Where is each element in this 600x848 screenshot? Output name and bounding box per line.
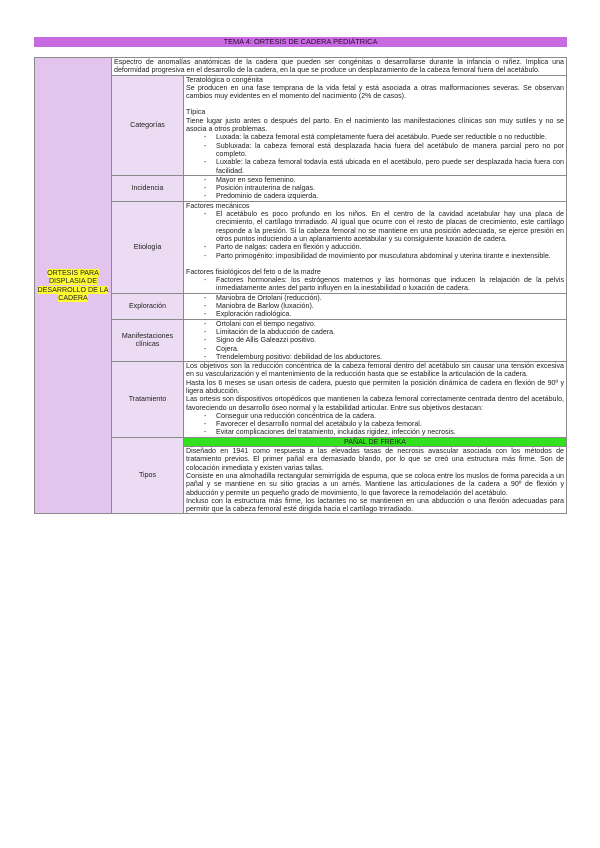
tipos-p1: Diseñado en 1941 como respuesta a las elevadas tasas de necrosis avascular asociada con los métodos de tratamiento previos. El primer pañal era demasiado blando, por lo que se creó una estructura más firme. Son de colocación inmediata y existen varias tallas. [186,447,564,472]
list-item: - Luxada: la cabeza femoral está completamente fuera del acetábulo. Puede ser reductible o no reductible. [204,133,564,141]
list-item: - Maniobra de Ortolani (reducción). [204,294,564,302]
list-item: - Evitar complicaciones del tratamiento, incluidas rigidez, infección y necrosis. [204,428,564,436]
mecanicos-title: Factores mecánicos [186,201,250,210]
tratamiento-label: Tratamiento [112,362,184,438]
list-item: - Ortolani con el tiempo negativo. [204,320,564,328]
list-item: - Predominio de cadera izquierda. [204,192,564,200]
list-item: - Luxable: la cabeza femoral todavía está ubicada en el acetábulo, pero puede ser desplazada hacia fuera con facilidad. [204,158,564,175]
categorias-row [35,75,567,175]
categorias-content [184,75,567,175]
list-item: - Trendelemburg positivo: debilidad de los abductores. [204,353,564,361]
list-item: - Posición intrauterina de nalgas. [204,184,564,192]
incidencia-row [35,175,567,201]
list-item: - Exploración radiológica. [204,310,564,318]
etiologia-label: Etiología [112,201,184,293]
tratamiento-content [184,362,567,438]
list-item: - Parto primogénito: imposibilidad de movimiento por musculatura abdominal y uterina tirante e inextensible. [204,252,564,260]
list-item: - Mayor en sexo femenino. [204,176,564,184]
list-item: - Maniobra de Barlow (luxación). [204,302,564,310]
tratamiento-row [35,362,567,438]
categorias-label: Categorías [112,75,184,175]
manifestaciones-label: Manifestaciones clínicas [112,319,184,361]
incidencia-content [184,175,567,201]
tratamiento-p1: Los objetivos son la reducción concéntrica de la cabeza femoral dentro del acetábulo sin causar una tensión excesiva en su vascularización y el mantenimiento de la reducción hasta que se estabilice la articulación de la cadera. [186,362,564,379]
side-label: ORTESIS PARA DISPLASIA DE DESARROLLO DE LA CADERA [37,269,109,303]
intro-row [35,58,567,76]
manifestaciones-row [35,319,567,361]
tipos-header: PAÑAL DE FREIKA [184,437,567,446]
tipos-content [184,447,567,514]
tipos-p3: Incluso con la estructura más firme, los lactantes no se mantienen en una abducción o una flexión adecuadas para permitir que la cabeza femoral esté dirigida hacia el cartílago trirradiado. [186,496,564,514]
list-item: - Parto de nalgas: cadera en flexión y aducción. [204,243,564,251]
manifestaciones-content [184,319,567,361]
teratologica-title: Teratológica o congénita [186,75,263,84]
list-item: - Limitación de la abducción de cadera. [204,328,564,336]
list-item: - Cojera. [204,345,564,353]
incidencia-label: Incidencia [112,175,184,201]
tipica-text: Tiene lugar justo antes o después del parto. En el nacimiento las manifestaciones clínicas son muy sutiles y no se asocia a otros problemas. [186,116,564,134]
intro-text: Espectro de anomalías anatómicas de la cadera que pueden ser congénitas o desarrollarse durante la infancia o niñez. Implica una deformidad progresiva en el desarrollo de la cadera, en la que se produce un desplazamiento de la cabeza femoral fuera del acetábulo. [112,58,567,76]
list-item: - Subluxada: la cabeza femoral está desplazada hacia fuera del acetábulo de manera parcial pero no por completo. [204,142,564,159]
list-item: - Factores hormonales: los estrógenos maternos y las hormonas que inducen la relajación de la pelvis inmediatamente antes del parto influyen en la inestabilidad o luxación de cadera. [204,276,564,293]
tipos-p2: Consiste en una almohadilla rectangular semirrígida de espuma, que se coloca entre los muslos de forma parecida a un pañal y se mantiene en su sitio gracias a un arnés. Mantiene las articulaciones de la cadera a 90º de flexión y abducción y permite un pequeño grado de movimiento, lo que favorece la remodelación del acetábulo. [186,471,564,497]
tipos-header-row [35,437,567,446]
list-item: - Signo de Allis Galeazzi positivo. [204,336,564,344]
list-item: - Conseguir una reducción concéntrica de la cadera. [204,412,564,420]
side-label-cell [35,58,112,514]
page-title: TEMA 4: ORTESIS DE CADERA PEDIÁTRICA [34,37,567,47]
exploracion-row [35,293,567,319]
etiologia-content [184,201,567,293]
tipos-label: Tipos [112,437,184,514]
list-item: - Favorecer el desarrollo normal del acetábulo y la cabeza femoral. [204,420,564,428]
exploracion-label: Exploración [112,293,184,319]
tipica-title: Típica [186,108,206,117]
teratologica-text: Se producen en una fase temprana de la vida fetal y está asociada a otras malformaciones severas. Se observan cambios muy evidentes en el momento del nacimiento (2% de casos). [186,83,564,101]
tratamiento-p3: Las ortesis son dispositivos ortopédicos que mantienen la cabeza femoral correctamente centrada dentro del acetábulo, favoreciendo un desarrollo óseo normal y la estabilidad articular. Entre sus objetivos destacan: [186,395,564,412]
list-item: - El acetábulo es poco profundo en los niños. En el centro de la cavidad acetabular hay una placa de crecimiento, el cartílago trirradiado. Al igual que ocurre con el resto de placas de crecimiento, este cartílago responde a la presión. Si la cabeza femoral no se mantiene en una posición adecuada, se ejerce presión en otros puntos induciendo a un aplanamiento acetabular y su consiguiente luxación de cadera. [204,210,564,243]
tratamiento-p2: Hasta los 6 meses se usan ortesis de cadera, puesto que permiten la posición dinámica de cadera en flexión de 90º y ligera abducción. [186,378,564,395]
etiologia-row [35,201,567,293]
fisiologicos-title: Factores fisiológicos del feto o de la madre [186,267,321,276]
content-table [34,57,567,514]
exploracion-content [184,293,567,319]
